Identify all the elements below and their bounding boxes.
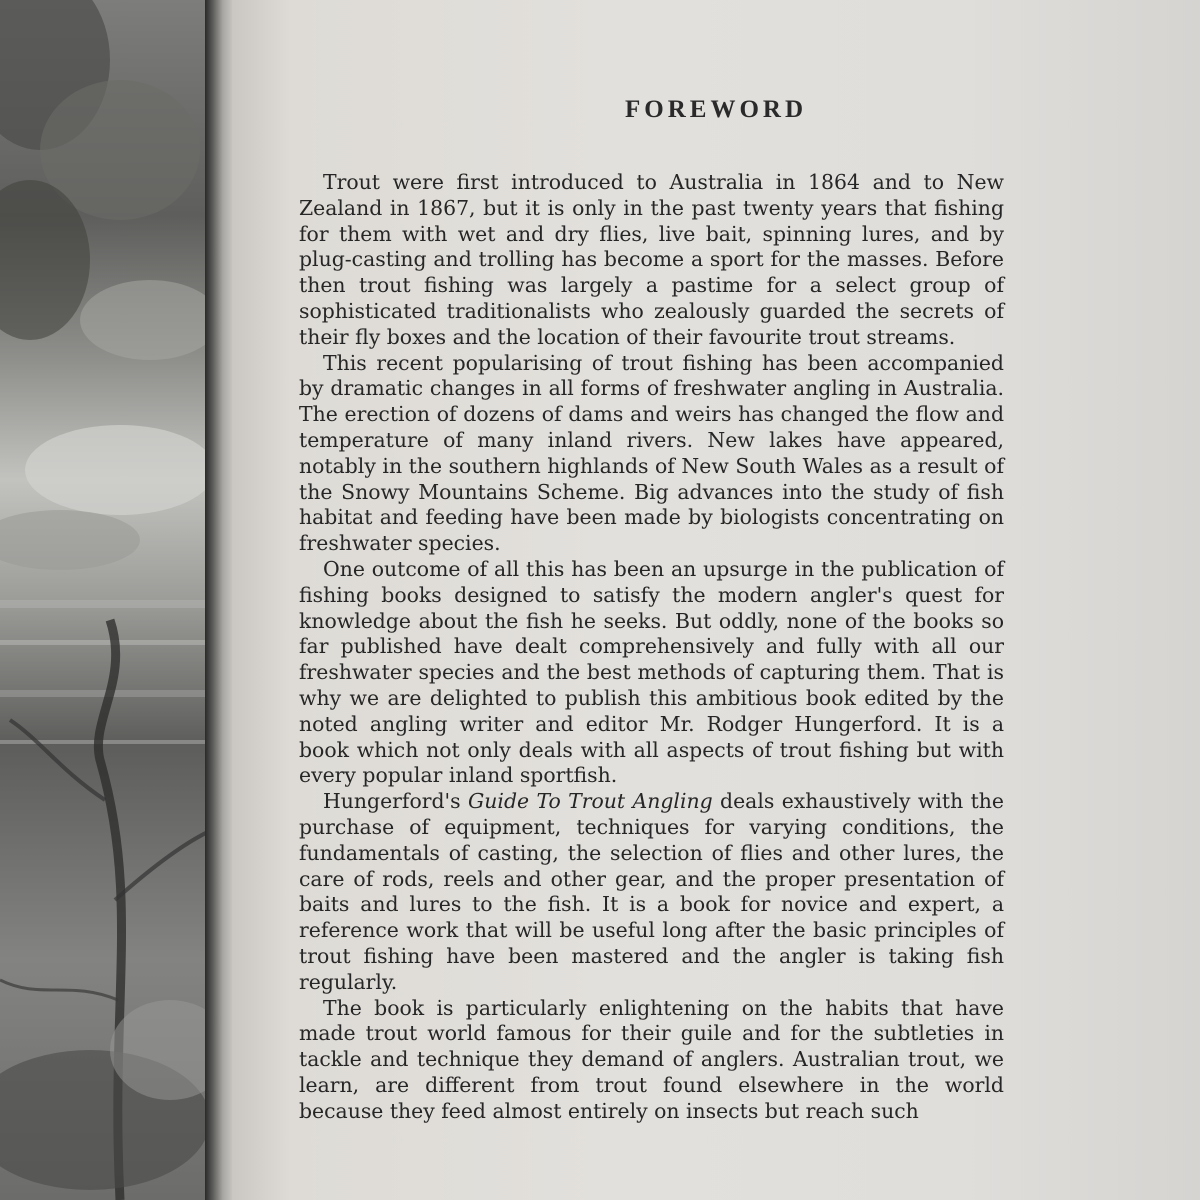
paragraph-4-start: Hungerford's — [323, 789, 469, 814]
facing-page-photograph — [0, 0, 212, 1200]
paragraph-3: One outcome of all this has been an upsurge in the publication of fishing books designed to satisfy the modern angler's quest for knowledge about the fish he seeks. But oddly, none of the books so far published have dealt comprehensively and fully with all our freshwater species and the best methods of capturing them. That is why we are delighted to publish this ambitious book edited by the noted angling writer and editor Mr. Rodger Hungerford. It is a book which not only deals with all aspects of trout fishing but with every popular inland sportfish. — [299, 556, 1004, 788]
paragraph-4 — [299, 789, 1004, 995]
paragraph-4-rest: deals exhaustively with the purchase of equipment, techniques for varying conditions, the fundamentals of casting, the selection of flies and other lures, the care of rods, reels and other gear, and the proper presentation of baits and lures to the fish. It is a book for novice and expert, a reference work that will be useful long after the basic principles of trout fishing have been mastered and the angler is taking fish regularly. — [299, 789, 1004, 994]
river-scene-image — [0, 0, 212, 1200]
foreword-page — [232, 0, 1200, 1200]
paragraph-1: Trout were first introduced to Australia in 1864 and to New Zealand in 1867, but it is only in the past twenty years that fishing for them with wet and dry flies, live bait, spinning lures, and by plug-casting and trolling has become a sport for the masses. Before then trout fishing was largely a pastime for a select group of sophisticated traditionalists who zealously guarded the secrets of their fly boxes and the location of their favourite trout streams. — [299, 170, 1004, 349]
paragraph-5: The book is particularly enlightening on the habits that have made trout world famous for their guile and for the subtleties in tackle and technique they demand of anglers. Australian trout, we learn, are different from trout found elsewhere in the world because they feed almost entirely on insects but reach such — [299, 995, 1004, 1123]
page-title: FOREWORD — [625, 96, 807, 123]
book-gutter — [205, 0, 235, 1200]
paragraph-2: This recent popularising of trout fishing has been accompanied by dramatic changes in all forms of freshwater angling in Australia. The erection of dozens of dams and weirs has changed the flow and temperature of many inland rivers. New lakes have appeared, notably in the southern highlands of New South Wales as a result of the Snowy Mountains Scheme. Big advances into the study of fish habitat and feeding have been made by biologists concentrating on freshwater species. — [299, 350, 1004, 556]
foreword-body — [299, 170, 1004, 1124]
book-title-italic: Guide To Trout Angling — [468, 789, 713, 814]
